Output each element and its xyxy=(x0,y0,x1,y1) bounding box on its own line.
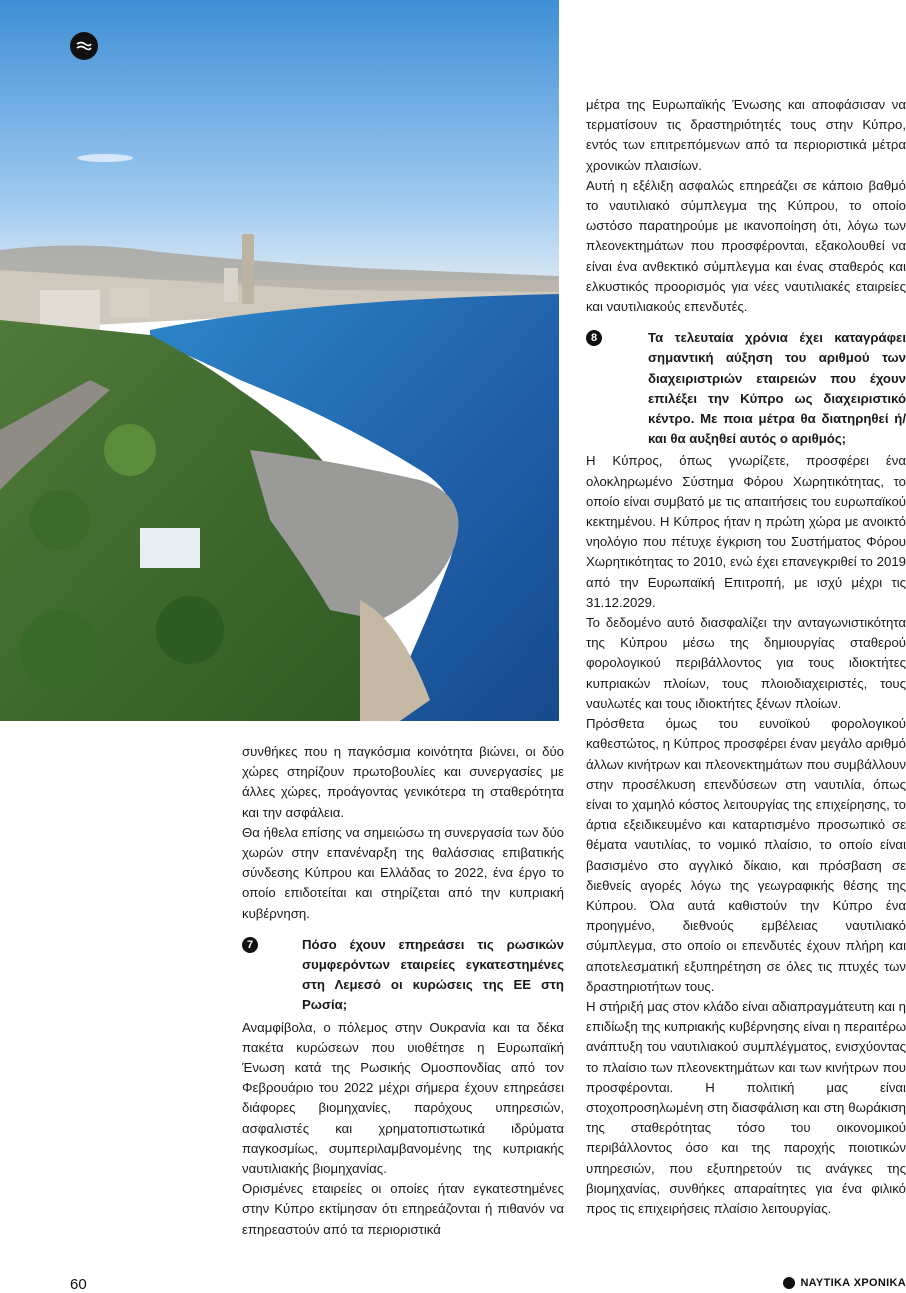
question-7 xyxy=(242,935,564,1016)
question-number-badge: 8 xyxy=(586,330,602,346)
paragraph: Αναμφίβολα, ο πόλεμος στην Ουκρανία και τα δέκα πακέτα κυρώσεων που υιοθέτησε η Ευρωπαϊκή Ένωση κατά της Ρωσικής Ομοσπονδίας από τον Φεβρουάριο του 2022 μέχρι σήμερα έχουν επηρεάσει διάφορες βιομηχανίες, παρόχους υπηρεσιών, ασφαλιστές και χρηματοπιστωτικά ιδρύματα παγκοσμίως, συμπεριλαμβανομένης της κυπριακής ναυτιλιακής βιομηχανίας. xyxy=(242,1019,564,1177)
paragraph: Το δεδομένο αυτό διασφαλίζει την ανταγωνιστικότητα της Κύπρου μέσω της δημιουργίας σταθερού φορολογικού περιβάλλοντος για τους ιδιοκτήτες κυπριακών πλοίων, τους πλοιοδιαχειριστές, τους ναυλωτές και τους ιδιοκτήτες ξένων πλοίων. xyxy=(586,615,906,711)
magazine-name: ΝΑΥΤΙΚΑ ΧΡΟΝΙΚΑ xyxy=(800,1277,906,1289)
page-number: 60 xyxy=(70,1276,87,1293)
paragraph: συνθήκες που η παγκόσμια κοινότητα βιώνει, οι δύο χώρες στηρίζουν πρωτοβουλίες και συνεργασίες με άλλες χώρες, προάγοντας γενικότερα τη σταθερότητα και την ασφάλεια. xyxy=(242,744,564,820)
question-8 xyxy=(586,328,906,449)
paragraph: Ορισμένες εταιρείες οι οποίες ήταν εγκατεστημένες στην Κύπρο εκτίμησαν ότι επηρεάζονται ή πιθανόν να επηρεαστούν από τα περιοριστικά xyxy=(242,1181,564,1237)
right-text-column xyxy=(586,95,906,1219)
magazine-logo-icon xyxy=(70,32,98,60)
question-text: Τα τελευταία χρόνια έχει καταγράφει σημαντική αύξηση του αριθμού των διαχειριστριών εταιρειών που έχουν επιλέξει την Κύπρο ως διαχειριστικό κέντρο. Με ποια μέτρα θα διατηρηθεί ή/και θα αυξηθεί αυτός ο αριθμός; xyxy=(648,330,906,447)
paragraph: Θα ήθελα επίσης να σημειώσω τη συνεργασία των δύο χωρών στην επανέναρξη της θαλάσσιας επιβατικής σύνδεσης Κύπρου και Ελλάδας το 2022, ένα έργο το οποίο επιδοτείται και στηρίζεται από την κυπριακή κυβέρνηση. xyxy=(242,824,564,921)
wave-icon xyxy=(76,40,92,52)
coastline-photo xyxy=(0,0,559,721)
paragraph: Η Κύπρος, όπως γνωρίζετε, προσφέρει ένα ολοκληρωμένο Σύστημα Φόρου Χωρητικότητας, το οποίο είναι συμβατό με τις απαιτήσεις του ευρωπαϊκού κεκτημένου. Η Κύπρος ήταν η πρώτη χώρα με ανοικτό νηολόγιο που πέτυχε έγκριση του Συστήματος Φόρου Χωρητικότητας το 2010, ενώ έχει επανεγκριθεί το 2019 από την Ευρωπαϊκή Επιτροπή, με ισχύ μέχρι τις 31.12.2029. xyxy=(586,453,906,610)
magazine-brand xyxy=(783,1277,906,1289)
paragraph: Πρόσθετα όμως του ευνοϊκού φορολογικού καθεστώτος, η Κύπρος προσφέρει έναν μεγάλο αριθμό άλλων κινήτρων και πλεονεκτημάτων που συμβάλλουν στην προσέλκυση επενδύσεων στη ναυτιλία, όπως είναι το χαμηλό κόστος λειτουργίας της επιχείρησης, το άρτια εξειδικευμένο και καταρτισμένο προσωπικό σε θέματα ναυτιλίας, το νομικό πλαίσιο, το οποίο είναι βασισμένο στο αγγλικό δίκαιο, και πρόσβαση σε διεθνείς αγορές λόγω της γεωγραφικής θέσης της Κύπρου. Όλα αυτά καθιστούν την Κύπρο ένα προηγμένο, διεθνούς εμβέλειας ναυτιλιακό σύμπλεγμα, στο οποίο οι επενδυτές έχουν πλήρη και αποτελεσματική εξυπηρέτηση σε όλες τις πτυχές των δραστηριοτήτων τους. xyxy=(586,716,906,994)
magazine-brand-icon xyxy=(783,1277,795,1289)
question-text: Πόσο έχουν επηρεάσει τις ρωσικών συμφερόντων εταιρείες εγκατεστημένες στη Λεμεσό οι κυρώσεις της ΕΕ στη Ρωσία; xyxy=(302,936,564,1013)
left-text-column xyxy=(242,742,564,1240)
coastline-illustration xyxy=(0,0,559,721)
question-number-badge: 7 xyxy=(242,937,258,953)
paragraph: Αυτή η εξέλιξη ασφαλώς επηρεάζει σε κάποιο βαθμό το ναυτιλιακό σύμπλεγμα της Κύπρου, το οποίο ωστόσο παρατηρούμε με ικανοποίηση ότι, λόγω των πλεονεκτημάτων που προσφέρονται, εξακολουθεί να είναι ένα ανθεκτικό σύμπλεγμα και ένας σταθερός και ελκυστικός προορισμός για νέες ναυτιλιακές εταιρείες και ναυτιλιακούς επενδυτές. xyxy=(586,177,906,315)
paragraph: μέτρα της Ευρωπαϊκής Ένωσης και αποφάσισαν να τερματίσουν τις δραστηριότητές τους στην Κύπρο, εντός των επιτρεπόμενων από τα περιοριστικά μέτρα χρονικών πλαισίων. xyxy=(586,97,906,173)
paragraph: Η στήριξή μας στον κλάδο είναι αδιαπραγμάτευτη και η επιδίωξη της κυπριακής κυβέρνησης είναι η περαιτέρω ανάπτυξη του ναυτιλιακού συμπλέγματος, ενισχύοντας το πλαίσιο των πλεονεκτημάτων και των κινήτρων που προσφέρονται. Η πολιτική μας είναι στοχοπροσηλωμένη στη διασφάλιση και στη θωράκιση της σταθερότητας τόσο του οικονομικού περιβάλλοντος όσο και της παροχής ποιοτικών υπηρεσιών, που εξυπηρετούν τις ανάγκες της βιομηχανίας, συνθήκες απαραίτητες για ένα φιλικό προς τις επιχειρήσεις πλαίσιο λειτουργίας. xyxy=(586,998,906,1216)
